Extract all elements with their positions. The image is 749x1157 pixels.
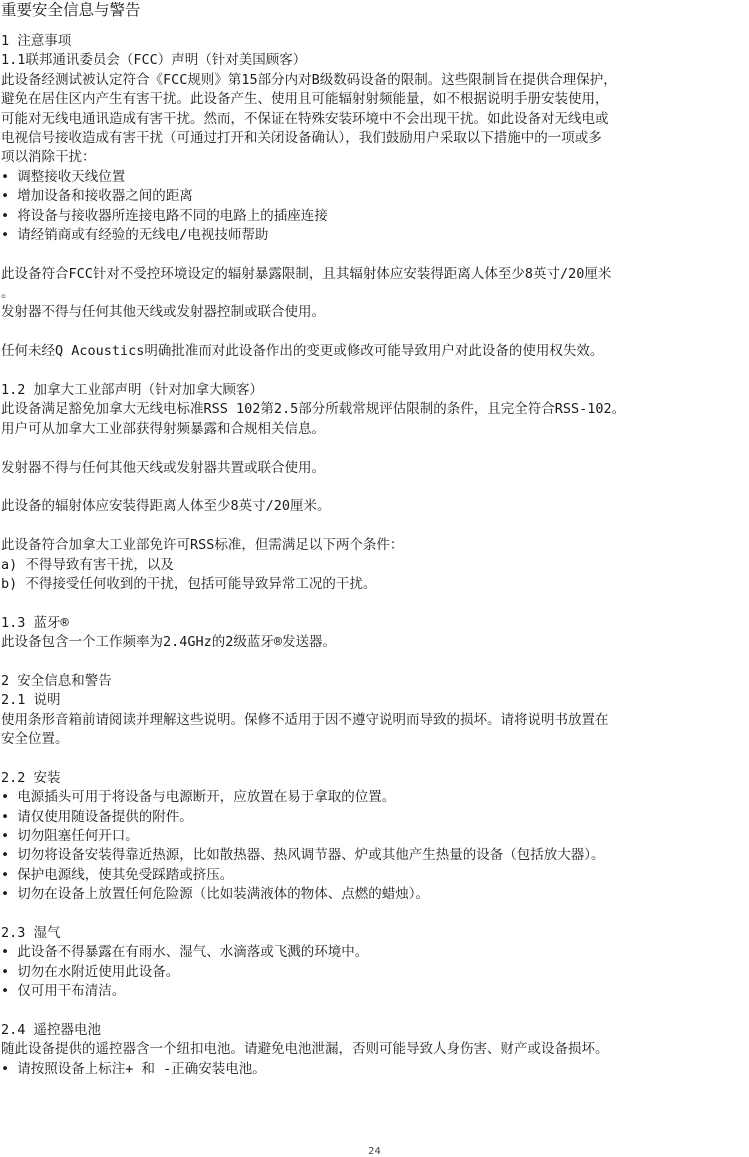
heading-notices: 1 注意事项 [1, 33, 72, 49]
text-line: 使用条形音箱前请阅读并理解这些说明。保修不适用于因不遵守说明而导致的损坏。请将说明书放置在 [1, 711, 609, 728]
text-line: 项以消除干扰： [1, 149, 96, 166]
heading-bluetooth: 1.3 蓝牙® [1, 614, 69, 631]
bullet-item: • 请按照设备上标注+ 和 -正确安装电池。 [1, 1060, 266, 1077]
text-line: 任何未经Q Acoustics明确批准而对此设备作出的变更或修改可能导致用户对此设备的使用权失效。 [1, 343, 604, 360]
text-line: 此设备包含一个工作频率为2.4GHz的2级蓝牙®发送器。 [1, 634, 337, 651]
bullet-item: • 保护电源线，使其免受踩踏或挤压。 [1, 866, 234, 883]
bullet-item: • 仅可用干布清洁。 [1, 983, 126, 1000]
blank-line [1, 439, 747, 458]
text-line: 此设备满足豁免加拿大无线电标准RSS 102第2.5部分所载常规评估限制的条件，且完全符合RSS-102。 [1, 401, 626, 418]
document-body [1, 32, 747, 1079]
list-item: a) 不得导致有害干扰，以及 [1, 556, 174, 573]
page-title: 重要安全信息与警告 [1, 1, 141, 19]
bullet-item: • 切勿在设备上放置任何危险源（比如装满液体的物体、点燃的蜡烛）。 [1, 886, 430, 903]
heading-instructions: 2.1 说明 [1, 692, 61, 709]
heading-moisture: 2.3 湿气 [1, 924, 61, 941]
text-line: 此设备的辐射体应安装得距离人体至少8英寸/20厘米。 [1, 498, 331, 515]
bullet-item: • 电源插头可用于将设备与电源断开，应放置在易于拿取的位置。 [1, 789, 396, 806]
text-line: 可能对无线电通讯造成有害干扰。然而，不保证在特殊安装环境中不会出现干扰。如此设备对无线电或 [1, 110, 609, 127]
bullet-item: • 切勿将设备安装得靠近热源，比如散热器、热风调节器、炉或其他产生热量的设备（包括放大器）。 [1, 847, 605, 864]
text-line: 。 [1, 285, 15, 302]
bullet-item: • 增加设备和接收器之间的距离 [1, 188, 193, 205]
blank-line [1, 245, 747, 264]
bullet-item: • 将设备与接收器所连接电路不同的电路上的插座连接 [1, 207, 328, 224]
blank-line [1, 1002, 747, 1021]
blank-line [1, 749, 747, 768]
text-line: 此设备符合FCC针对不受控环境设定的辐射暴露限制，且其辐射体应安装得距离人体至少8英寸/20厘米 [1, 265, 612, 282]
blank-line [1, 653, 747, 672]
heading-remote-battery: 2.4 遥控器电池 [1, 1021, 102, 1038]
text-line: 发射器不得与任何其他天线或发射器控制或联合使用。 [1, 304, 325, 321]
bullet-item: • 切勿阻塞任何开口。 [1, 828, 139, 845]
text-line: 随此设备提供的遥控器含一个纽扣电池。请避免电池泄漏，否则可能导致人身伤害、财产或设备损坏。 [1, 1041, 609, 1058]
bullet-item: • 此设备不得暴露在有雨水、湿气、水滴落或飞溅的环境中。 [1, 944, 369, 961]
heading-installation: 2.2 安装 [1, 769, 61, 786]
list-item: b) 不得接受任何收到的干扰，包括可能导致异常工况的干扰。 [1, 575, 377, 592]
heading-safety: 2 安全信息和警告 [1, 672, 112, 689]
document-page [1, 0, 747, 1079]
text-line: 用户可从加拿大工业部获得射频暴露和合规相关信息。 [1, 420, 325, 437]
bullet-item: • 切勿在水附近使用此设备。 [1, 963, 180, 980]
text-line: 避免在居住区内产生有害干扰。此设备产生、使用且可能辐射射频能量，如不根据说明手册安装使用， [1, 91, 609, 108]
blank-line [1, 362, 747, 381]
text-line: 电视信号接收造成有害干扰（可通过打开和关闭设备确认），我们鼓励用户采取以下措施中的一项或多 [1, 129, 602, 146]
blank-line [1, 478, 747, 497]
blank-line [1, 594, 747, 613]
bullet-item: • 调整接收天线位置 [1, 168, 126, 185]
heading-fcc: 1.1联邦通讯委员会（FCC）声明（针对美国顾客） [1, 52, 307, 69]
text-line: 此设备符合加拿大工业部免许可RSS标准，但需满足以下两个条件： [1, 537, 404, 554]
bullet-item: • 请经销商或有经验的无线电/电视技师帮助 [1, 226, 269, 243]
page-number: 24 [368, 1146, 381, 1157]
heading-canada: 1.2 加拿大工业部声明（针对加拿大顾客） [1, 382, 264, 399]
text-line: 此设备经测试被认定符合《FCC规则》第15部分内对B级数码设备的限制。这些限制旨在提供合理保护， [1, 71, 617, 88]
blank-line [1, 905, 747, 924]
bullet-item: • 请仅使用随设备提供的附件。 [1, 808, 193, 825]
blank-line [1, 517, 747, 536]
text-line: 发射器不得与任何其他天线或发射器共置或联合使用。 [1, 459, 325, 476]
blank-line [1, 323, 747, 342]
text-line: 安全位置。 [1, 731, 69, 748]
